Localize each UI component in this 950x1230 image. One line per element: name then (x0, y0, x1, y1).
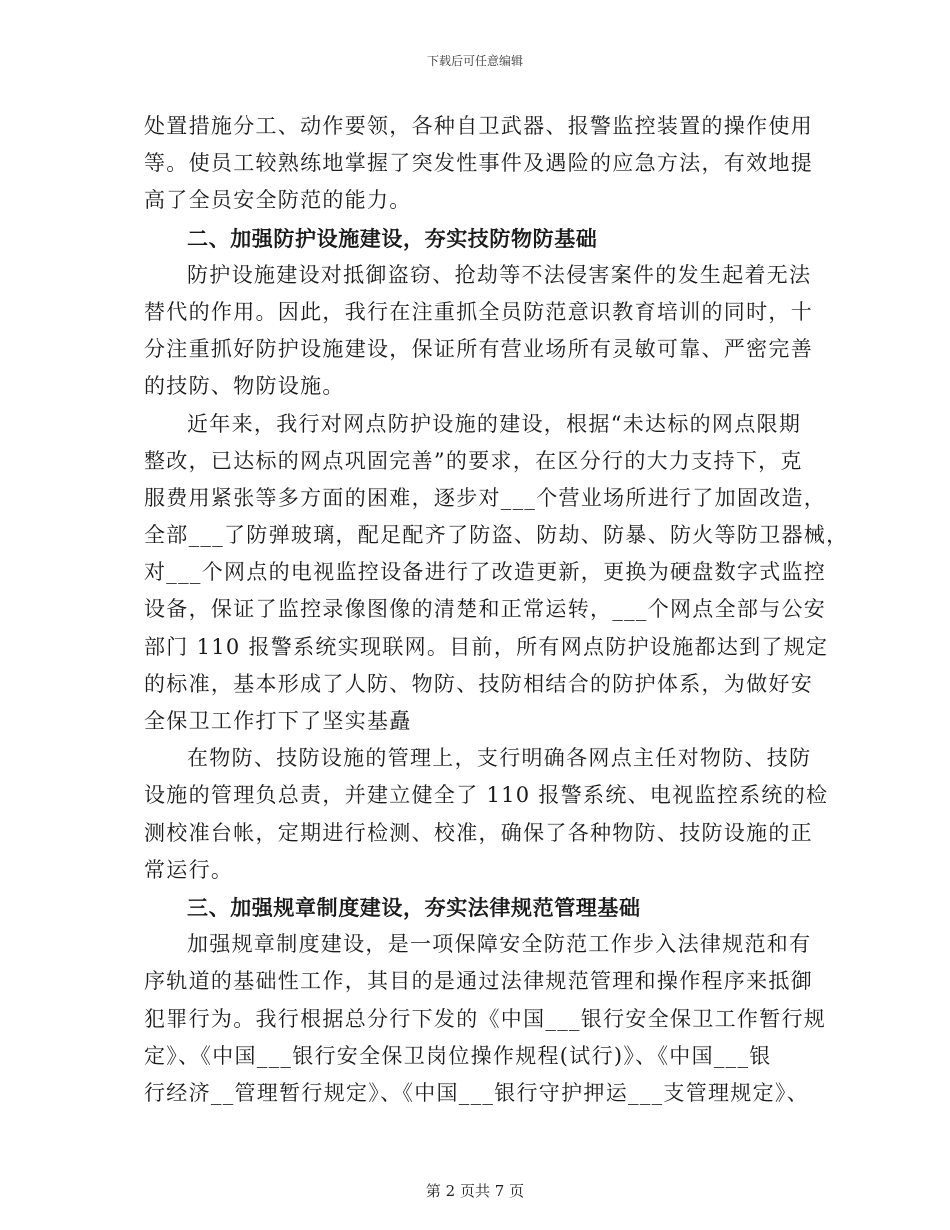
page-footer: 第 2 页共 7 页 (425, 1182, 525, 1200)
text-line: 全保卫工作打下了坚实基矗 (144, 709, 412, 733)
text-line: 处置措施分工、动作要领，各种自卫武器、报警监控装置的操作使用 (144, 114, 813, 138)
text-line: 行经济__管理暂行规定》、《中国___银行守护押运___支管理规定》、 (144, 1080, 809, 1105)
section-heading: 三、加强规章制度建设，夯实法律规范管理基础 (187, 894, 641, 920)
text-line: 设施的管理负总责，并建立健全了 110 报警系统、电视监控系统的检 (144, 783, 829, 808)
text-line: 防护设施建设对抵御盗窃、抢劫等不法侵害案件的发生起着无法 (187, 262, 812, 287)
text-line: 的标准，基本形成了人防、物防、技防相结合的防护体系，为做好安 (144, 671, 813, 696)
text-line: 设备，保证了监控录像图像的清楚和正常运转，___个网点全部与公安 (144, 597, 827, 622)
text-line: 等。使员工较熟练地掌握了突发性事件及遇险的应急方法，有效地提 (144, 151, 813, 176)
text-line: 犯罪行为。我行根据总分行下发的《中国___银行安全保卫工作暂行规 (144, 1006, 827, 1031)
text-line: 替代的作用。因此，我行在注重抓全员防范意识教育培训的同时，十 (144, 299, 813, 324)
text-line: 序轨道的基础性工作，其目的是通过法律规范管理和操作程序来抵御 (144, 969, 813, 994)
text-line: 服费用紧张等多方面的困难，逐步对___个营业场所进行了加固改造， (144, 485, 827, 510)
section-heading: 二、加强防护设施建设，夯实技防物防基础 (187, 225, 598, 251)
text-line: 分注重抓好防护设施建设，保证所有营业场所有灵敏可靠、严密完善 (144, 337, 813, 362)
text-line: 加强规章制度建设，是一项保障安全防范工作步入法律规范和有 (187, 932, 812, 957)
text-line: 全部___了防弹玻璃，配足配齐了防盗、防劫、防暴、防火等防卫器械， (144, 523, 849, 548)
page-header: 下载后可任意编辑 (426, 54, 523, 68)
document-body (144, 108, 849, 1112)
text-line: 常运行。 (144, 857, 234, 882)
text-line: 定》、《中国___银行安全保卫岗位操作规程(试行)》、《中国___银 (144, 1043, 772, 1068)
text-line: 测校准台帐，定期进行检测、校准，确保了各种物防、技防设施的正 (144, 820, 813, 845)
text-line: 近年来，我行对网点防护设施的建设，根据“未达标的网点限期 (187, 411, 802, 436)
text-line: 对___个网点的电视监控设备进行了改造更新，更换为硬盘数字式监控 (144, 560, 827, 585)
text-line: 部门 110 报警系统实现联网。目前，所有网点防护设施都达到了规定 (144, 634, 829, 659)
text-line: 高了全员安全防范的能力。 (144, 188, 412, 213)
text-line: 整改，已达标的网点巩固完善”的要求，在区分行的大力支持下，克 (144, 448, 803, 473)
text-line: 的技防、物防设施。 (144, 374, 345, 399)
text-line: 在物防、技防设施的管理上，支行明确各网点主任对物防、技防 (187, 746, 812, 771)
